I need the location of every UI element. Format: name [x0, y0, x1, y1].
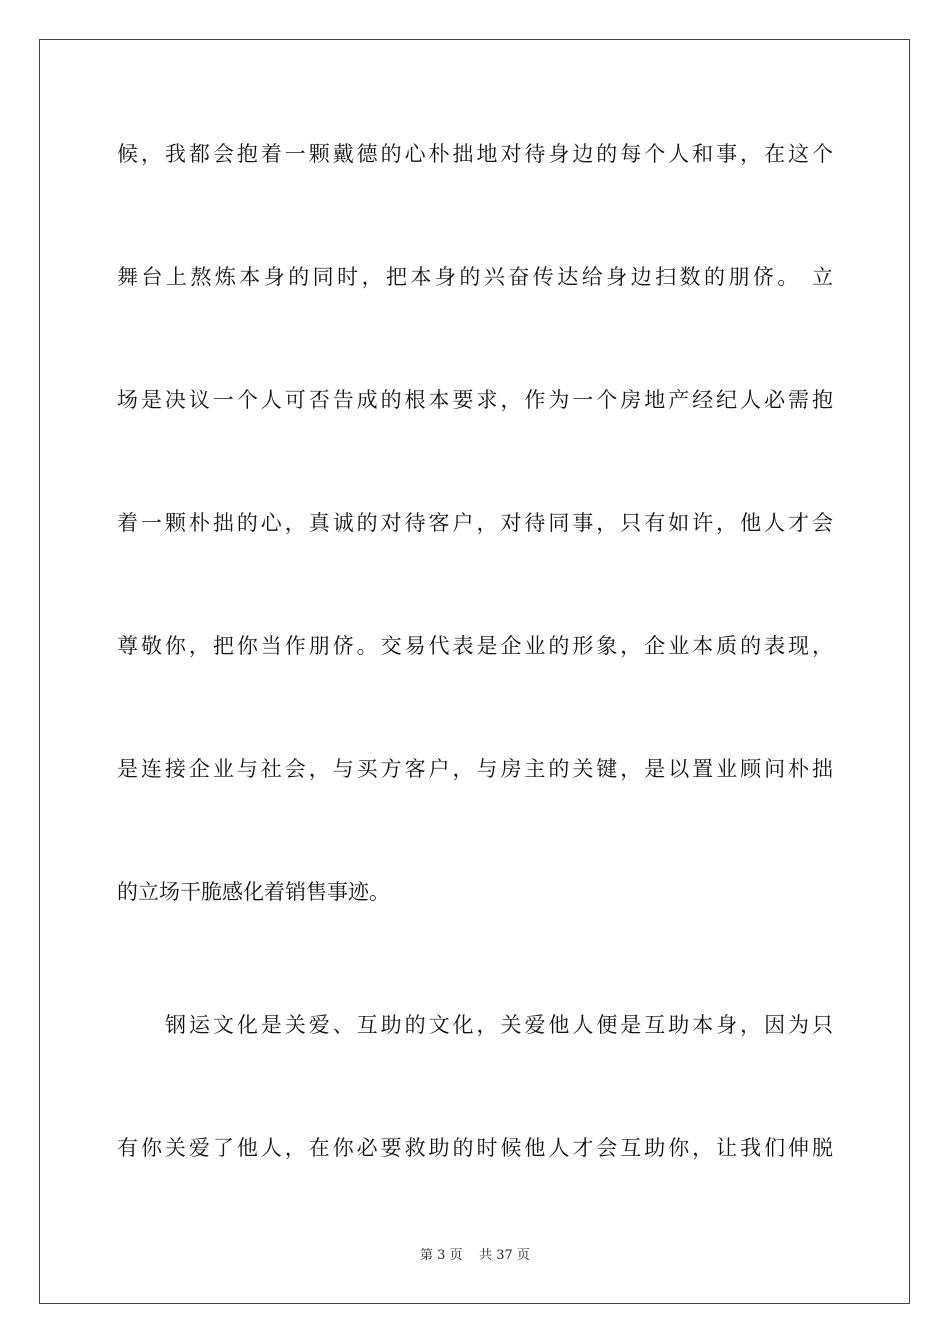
text-line-5: 尊敬你，把你当作朋侪。交易代表是企业的形象，企业本质的表现，	[117, 634, 833, 658]
page-footer	[0, 1247, 950, 1265]
text-line-7: 的立场干脆感化着销售事迹。	[117, 880, 390, 904]
total-pages: 共 37 页	[479, 1248, 530, 1263]
text-line-4: 着一颗朴拙的心，真诚的对待客户，对待同事，只有如许，他人才会	[117, 511, 833, 535]
text-line-2: 舞台上熬炼本身的同时，把本身的兴奋传达给身边扫数的朋侪。 立	[117, 265, 833, 289]
text-line-3: 场是决议一个人可否告成的根本要求，作为一个房地产经纪人必需抱	[117, 388, 833, 412]
text-line-8: 钢运文化是关爱、互助的文化，关爱他人便是互助本身，因为只	[165, 1013, 833, 1037]
page-border	[39, 39, 910, 1304]
text-line-1: 候，我都会抱着一颗戴德的心朴拙地对待身边的每个人和事，在这个	[117, 142, 833, 166]
text-line-9: 有你关爱了他人，在你必要救助的时候他人才会互助你，让我们伸脱	[117, 1136, 833, 1160]
page-number: 第 3 页	[420, 1248, 463, 1263]
text-line-6: 是连接企业与社会，与买方客户，与房主的关键，是以置业顾问朴拙	[117, 757, 833, 781]
